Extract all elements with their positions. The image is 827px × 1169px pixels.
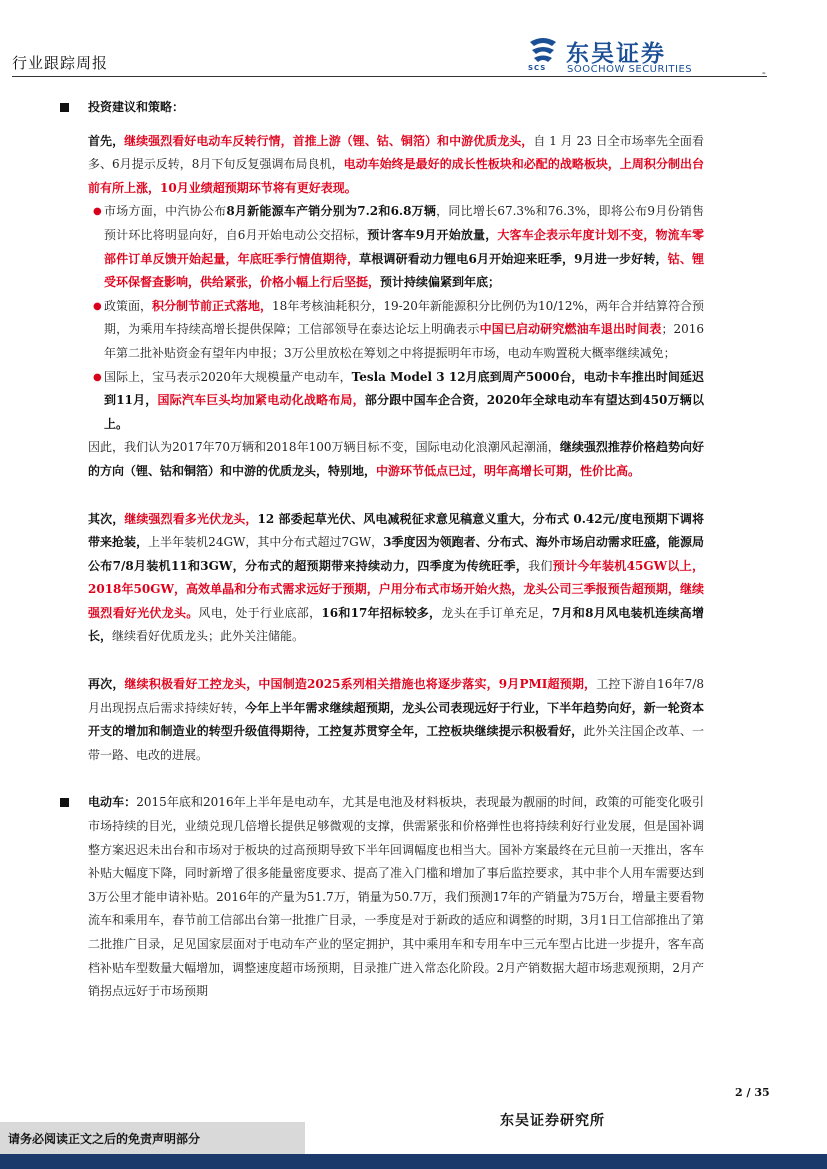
bullet-dot-icon: ●: [93, 371, 102, 383]
header-dash: -: [762, 66, 766, 79]
paragraph-therefore: 因此，我们认为2017年70万辆和2018年100万辆目标不变，国际电动化浪潮风起潮涌，继续强烈推荐价格趋势向好的方向（锂、钴和铜箔）和中游的优质龙头，特别地，中游环节低点已过，明年高增长可期，性价比高。: [88, 440, 704, 478]
square-bullet-icon: [60, 798, 69, 807]
square-bullet-icon: [60, 103, 69, 112]
paragraph-industrial-control: 再次，继续积极看好工控龙头，中国制造2025系列相关措施也将逐步落实，9月PMI超预期，工控下游自16年7/8月出现拐点后需求持续好转，今年上半年需求继续超预期，龙头公司表现远好于行业，下半年趋势向好，新一轮资本开支的增加和制造业的转型升级值得期待，工控复苏贯穿全年，工控板块继续提示积极看好，此外关注国企改革、一带一路、电改的进展。: [88, 677, 704, 762]
footer-bar: [0, 1154, 827, 1169]
logo-name-cn: 东吴证券: [566, 41, 666, 67]
logo-scs-text: SCS: [528, 64, 547, 72]
bullet-policy: ● 政策面，积分制节前正式落地，18年考核油耗积分，19-20年新能源积分比例仍为10/12%，两年合并结算符合预期，为乘用车持续高增长提供保障；工信部领导在泰达论坛上明确表示中国已启动研究燃油车退出时间表；2016年第二批补贴资金有望年内申报；3万公里放松在筹划之中将提振明年市场，电动车购置税大概率继续减免；: [60, 295, 704, 366]
logo-name-en: SOOCHOW SECURITIES: [567, 64, 693, 75]
bullet-dot-icon: ●: [93, 206, 102, 218]
bullet-dot-icon: ●: [93, 300, 102, 312]
report-body: [60, 96, 704, 1004]
paragraph-photovoltaic: 其次，继续强烈看多光伏龙头，12 部委起草光伏、风电减税征求意见稿意义重大，分布式 0.42元/度电预期下调将带来抢装，上半年装机24GW，其中分布式超过7GW，3季度因为领跑者、分布式、海外市场启动需求旺盛，能源局公布7/8月装机11和3GW，分布式的超预期带来持续动力，四季度为传统旺季，我们预计今年装机45GW以上，2018年50GW，高效单晶和分布式需求远好于预期，户用分布式市场开始火热，龙头公司三季报预告超预期，继续强烈看好光伏龙头。风电，处于行业底部，16和17年招标较多，龙头在手订单充足，7月和8月风电装机连续高增长，继续看好优质龙头；此外关注储能。: [88, 511, 704, 644]
page-number: 2 / 35: [735, 1086, 770, 1099]
bullet-international: ● 国际上，宝马表示2020年大规模量产电动车，Tesla Model 3 12月底到周产5000台，电动卡车推出时间延迟到11月，国际汽车巨头均加紧电动化战略布局，部分跟中国车企合资，2020年全球电动车有望达到450万辆以上。: [60, 366, 704, 437]
logo-emblem-icon: [526, 36, 560, 66]
footer-brand: 东吴证券研究所: [500, 1113, 605, 1129]
header-rule: [12, 76, 767, 77]
report-type-label: 行业跟踪周报: [12, 54, 109, 72]
disclaimer-banner: 请务必阅读正文之后的免责声明部分: [0, 1122, 305, 1154]
company-logo: [526, 34, 696, 76]
paragraph-first: 首先，继续强烈看好电动车反转行情，首推上游（锂、钴、铜箔）和中游优质龙头，自 1 月 23 日全市场率先全面看多、6月提示反转，8月下旬反复强调布局良机，电动车始终是最好的成长性板块和必配的战略板块，上周积分制出台前有所上涨，10月业绩超预期环节将有更好表现。: [88, 133, 704, 195]
section-title-strategy: 投资建议和策略：: [60, 96, 704, 120]
bullet-market: ● 市场方面，中汽协公布8月新能源车产销分别为7.2和6.8万辆，同比增长67.3%和76.3%，即将公布9月份销售预计环比将明显向好，自6月开始电动公交招标，预计客车9月开始放量，大客车企表示年度计划不变，物流车零部件订单反馈开始起量，年底旺季行情值期待，草根调研看动力锂电6月开始迎来旺季，9月进一步好转，钴、锂受环保督查影响，供给紧张，价格小幅上行后坚挺，预计持续偏紧到年底；: [60, 200, 704, 294]
paragraph-ev-review: 电动车：2015年底和2016年上半年是电动车，尤其是电池及材料板块，表现最为靓丽的时间，政策的可能变化吸引市场持续的目光，业绩兑现几倍增长提供足够微观的支撑，供需紧张和价格弹性也将持续利好行业发展，但是国补调整方案迟迟未出台和市场对于板块的过高预期导致下半年回调幅度也相当大。国补方案最终在元旦前一天推出，客车补贴大幅度下降，同时新增了很多能量密度要求、提高了准入门槛和增加了事后监控要求，其中非个人用车需要达到3万公里才能申请补贴。2016年的产量为51.7万，销量为50.7万，我们预测17年的产销量为75万台，增量主要看物流车和乘用车，春节前工信部出台第一批推广目录，一季度是对于新政的适应和调整的时期，3月1日工信部推出了第二批推广目录，足见国家层面对于电动车产业的坚定拥护，其中乘用车和专用车中三元车型占比进一步提升，客车高档补贴车型数量大幅增加，调整速度超市场预期，目录推广进入常态化阶段。2月产销数据大超市场悲观预期，2月产销拐点远好于市场预期: [60, 791, 704, 1003]
